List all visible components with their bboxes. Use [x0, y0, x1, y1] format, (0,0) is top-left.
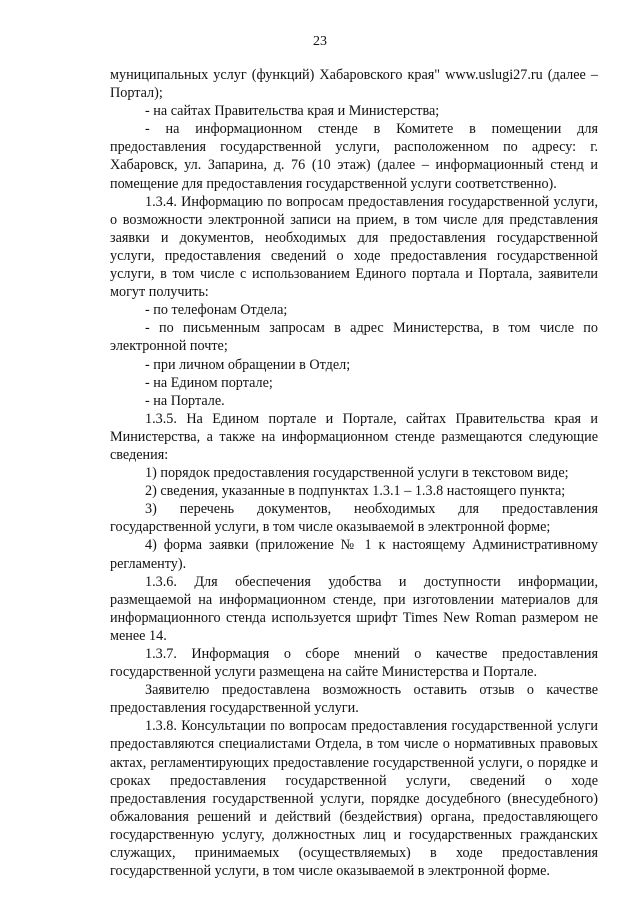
paragraph: муниципальных услуг (функций) Хабаровского края" www.uslugi27.ru (далее – Портал);	[110, 67, 598, 102]
paragraph: 1.3.7. Информация о сборе мнений о качестве предоставления государственной услуги размещена на сайте Министерства и Портале.	[110, 646, 598, 681]
paragraph: 1.3.4. Информацию по вопросам предоставления государственной услуги, о возможности электронной записи на прием, в том числе для представления заявки и документов, необходимых для предоставления государственной услуги, предоставления сведений о ходе предоставления государственной услуги, в том числе с использованием Единого портала и Портала, заявители могут получить:	[110, 193, 598, 301]
page-number: 23	[313, 34, 327, 49]
paragraph: 3) перечень документов, необходимых для предоставления государственной услуги, в том числе оказываемой в электронной форме;	[110, 501, 598, 536]
paragraph: - при личном обращении в Отдел;	[145, 356, 351, 373]
paragraph: Заявителю предоставлена возможность оставить отзыв о качестве предоставления государственной услуги.	[110, 682, 598, 717]
paragraph: - на Портале.	[145, 392, 225, 409]
paragraph: - на Едином портале;	[145, 374, 273, 391]
paragraph: 1.3.8. Консультации по вопросам предоставления государственной услуги предоставляются специалистами Отдела, в том числе о нормативных правовых актах, регламентирующих предоставление государственной услуги, о порядке и сроках предоставления государственной услуги, сведений о ходе предоставления государственной услуги, порядке досудебного (внесудебного) обжалования решений и действий (бездействия) органа, предоставляющего государственную услугу, должностных лиц и государственных гражданских служащих, принимаемых (осуществляемых) в ходе предоставления государственной услуги, в том числе оказываемой в электронной форме.	[110, 718, 598, 880]
paragraph: - на информационном стенде в Комитете в помещении для предоставления государственной услуги, расположенном по адресу: г. Хабаровск, ул. Запарина, д. 76 (10 этаж) (далее – информационный стенд и помещение для предоставления государственной услуги соответственно).	[110, 121, 598, 192]
paragraph: 1.3.6. Для обеспечения удобства и доступности информации, размещаемой на информационном стенде, при изготовлении материалов для информационного стенда используется шрифт Times New Roman размером не менее 14.	[110, 573, 598, 644]
paragraph: 2) сведения, указанные в подпунктах 1.3.1 – 1.3.8 настоящего пункта;	[145, 483, 566, 500]
paragraph: 4) форма заявки (приложение № 1 к настоящему Административному регламенту).	[110, 537, 598, 572]
paragraph: - по письменным запросам в адрес Министерства, в том числе по электронной почте;	[110, 320, 598, 355]
paragraph: 1) порядок предоставления государственной услуги в текстовом виде;	[145, 465, 569, 482]
paragraph: - на сайтах Правительства края и Министерства;	[145, 103, 440, 120]
paragraph: - по телефонам Отдела;	[145, 302, 288, 319]
paragraph: 1.3.5. На Едином портале и Портале, сайтах Правительства края и Министерства, а также на информационном стенде размещаются следующие сведения:	[110, 410, 598, 463]
document-body	[110, 66, 598, 880]
